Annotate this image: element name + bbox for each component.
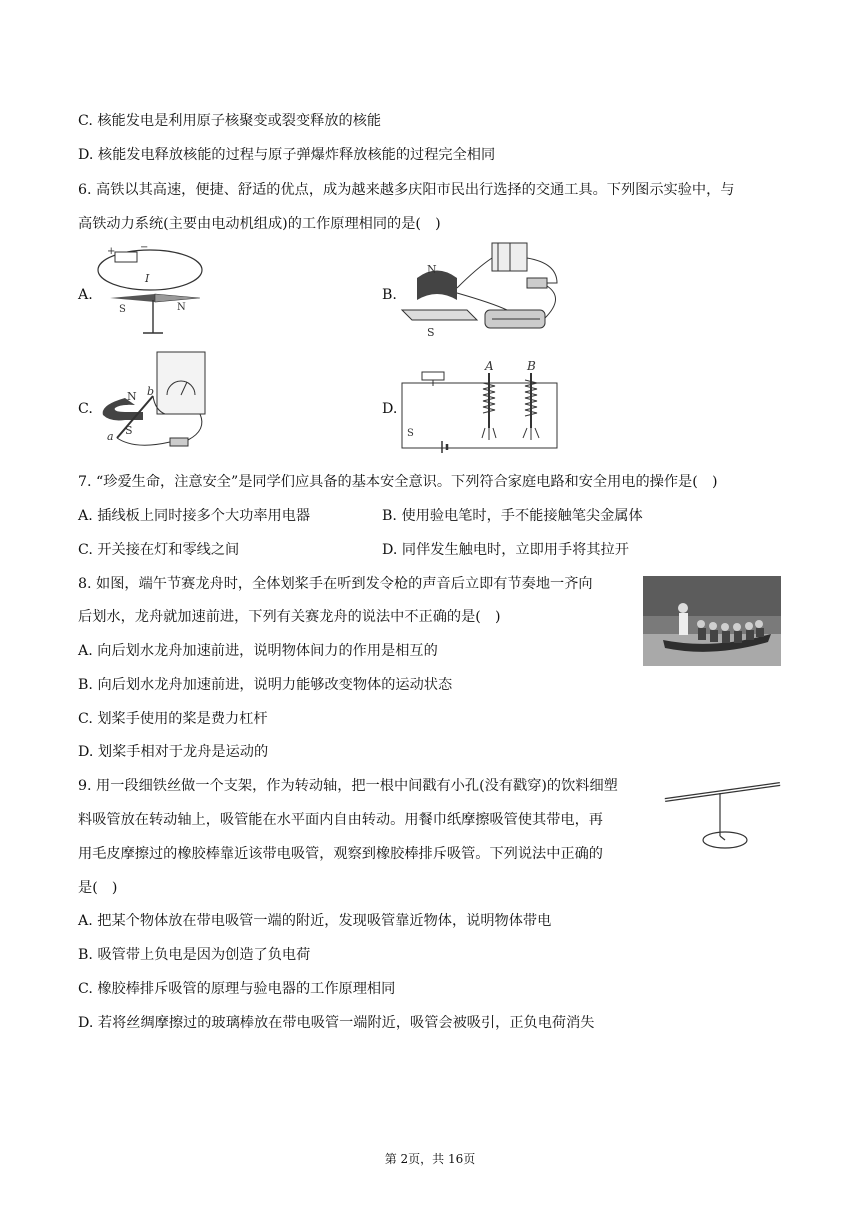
b-north-label: N	[427, 263, 437, 276]
page-footer: 第 2页，共 16页	[384, 1152, 476, 1166]
svg-text:+: +	[107, 246, 116, 257]
q9-option-b: B. 吸管带上负电是因为创造了负电荷	[78, 947, 311, 963]
q8-option-a: A. 向后划水龙舟加速前进，说明物体间力的作用是相互的	[78, 643, 438, 659]
figure-d-electromagnet-diagram	[397, 358, 567, 453]
question-8-line-1: 8. 如图，端午节赛龙舟时，全体划桨手在听到发令枪的声音后立即有节奏地一齐向	[78, 576, 593, 592]
north-pole-label: N	[177, 302, 186, 313]
question-8-line-2: 后划水，龙舟就加速前进，下列有关赛龙舟的说法中不正确的是( )	[78, 609, 501, 625]
d-nail-b-label: B	[527, 359, 536, 373]
figure-a-oersted-diagram	[95, 238, 215, 343]
q7-option-d: D. 同伴发生触电时，立即用手将其拉开	[382, 542, 629, 558]
question-9-line-2: 料吸管放在转动轴上，吸管能在水平面内自由转动。用餐巾纸摩擦吸管使其带电，再	[78, 812, 603, 828]
question-9-line-1: 9. 用一段细铁丝做一个支架，作为转动轴，把一根中间戳有小孔(没有戳穿)的饮料细塑	[78, 778, 618, 794]
d-switch-label: S	[407, 428, 414, 439]
q8-option-c: C. 划桨手使用的桨是费力杠杆	[78, 711, 268, 727]
question-9-line-4: 是( )	[78, 880, 118, 896]
q7-option-c: C. 开关接在灯和零线之间	[78, 542, 240, 558]
figure-b-motor-diagram	[397, 238, 572, 348]
question-9-line-3: 用毛皮摩擦过的橡胶棒靠近该带电吸管，观察到橡胶棒排斥吸管。下列说法中正确的	[78, 846, 603, 862]
q7-option-a: A. 插线板上同时接多个大功率用电器	[78, 508, 311, 524]
figure-b-label: B.	[382, 287, 397, 303]
b-south-label: S	[427, 326, 435, 339]
c-point-b: b	[147, 385, 155, 398]
q9-option-a: A. 把某个物体放在带电吸管一端的附近，发现吸管靠近物体，说明物体带电	[78, 913, 552, 929]
q9-option-c: C. 橡胶棒排斥吸管的原理与验电器的工作原理相同	[78, 981, 396, 997]
option-c-nuclear: C. 核能发电是利用原子核聚变或裂变释放的核能	[78, 113, 382, 129]
c-point-a: a	[107, 430, 114, 443]
figure-a-label: A.	[78, 287, 93, 303]
south-pole-label: S	[119, 304, 126, 315]
q7-option-b: B. 使用验电笔时，手不能接触笔尖金属体	[382, 508, 643, 524]
figure-c-label: C.	[78, 401, 93, 417]
q9-option-d: D. 若将丝绸摩擦过的玻璃棒放在带电吸管一端附近，吸管会被吸引，正负电荷消失	[78, 1015, 595, 1031]
question-7: 7. “珍爱生命，注意安全”是同学们应具备的基本安全意识。下列符合家庭电路和安全用电的操作是( )	[78, 474, 718, 490]
figure-c-generator-diagram	[95, 350, 215, 460]
svg-text:−: −	[140, 242, 149, 253]
question-6-line-2: 高铁动力系统(主要由电动机组成)的工作原理相同的是( )	[78, 216, 441, 232]
q8-option-d: D. 划桨手相对于龙舟是运动的	[78, 744, 269, 760]
figure-d-label: D.	[382, 401, 398, 417]
c-south-label: S	[125, 424, 133, 437]
option-d-nuclear: D. 核能发电释放核能的过程与原子弹爆炸释放核能的过程完全相同	[78, 147, 496, 163]
question-6-line-1: 6. 高铁以其高速，便捷、舒适的优点，成为越来越多庆阳市民出行选择的交通工具。下列图示实验中，与	[78, 182, 735, 198]
d-nail-a-label: A	[485, 359, 494, 373]
q8-option-b: B. 向后划水龙舟加速前进，说明力能够改变物体的运动状态	[78, 677, 453, 693]
c-north-label: N	[127, 390, 137, 403]
current-label: I	[145, 272, 150, 285]
straw-pivot-diagram	[660, 776, 785, 856]
dragon-boat-photo	[643, 576, 781, 666]
